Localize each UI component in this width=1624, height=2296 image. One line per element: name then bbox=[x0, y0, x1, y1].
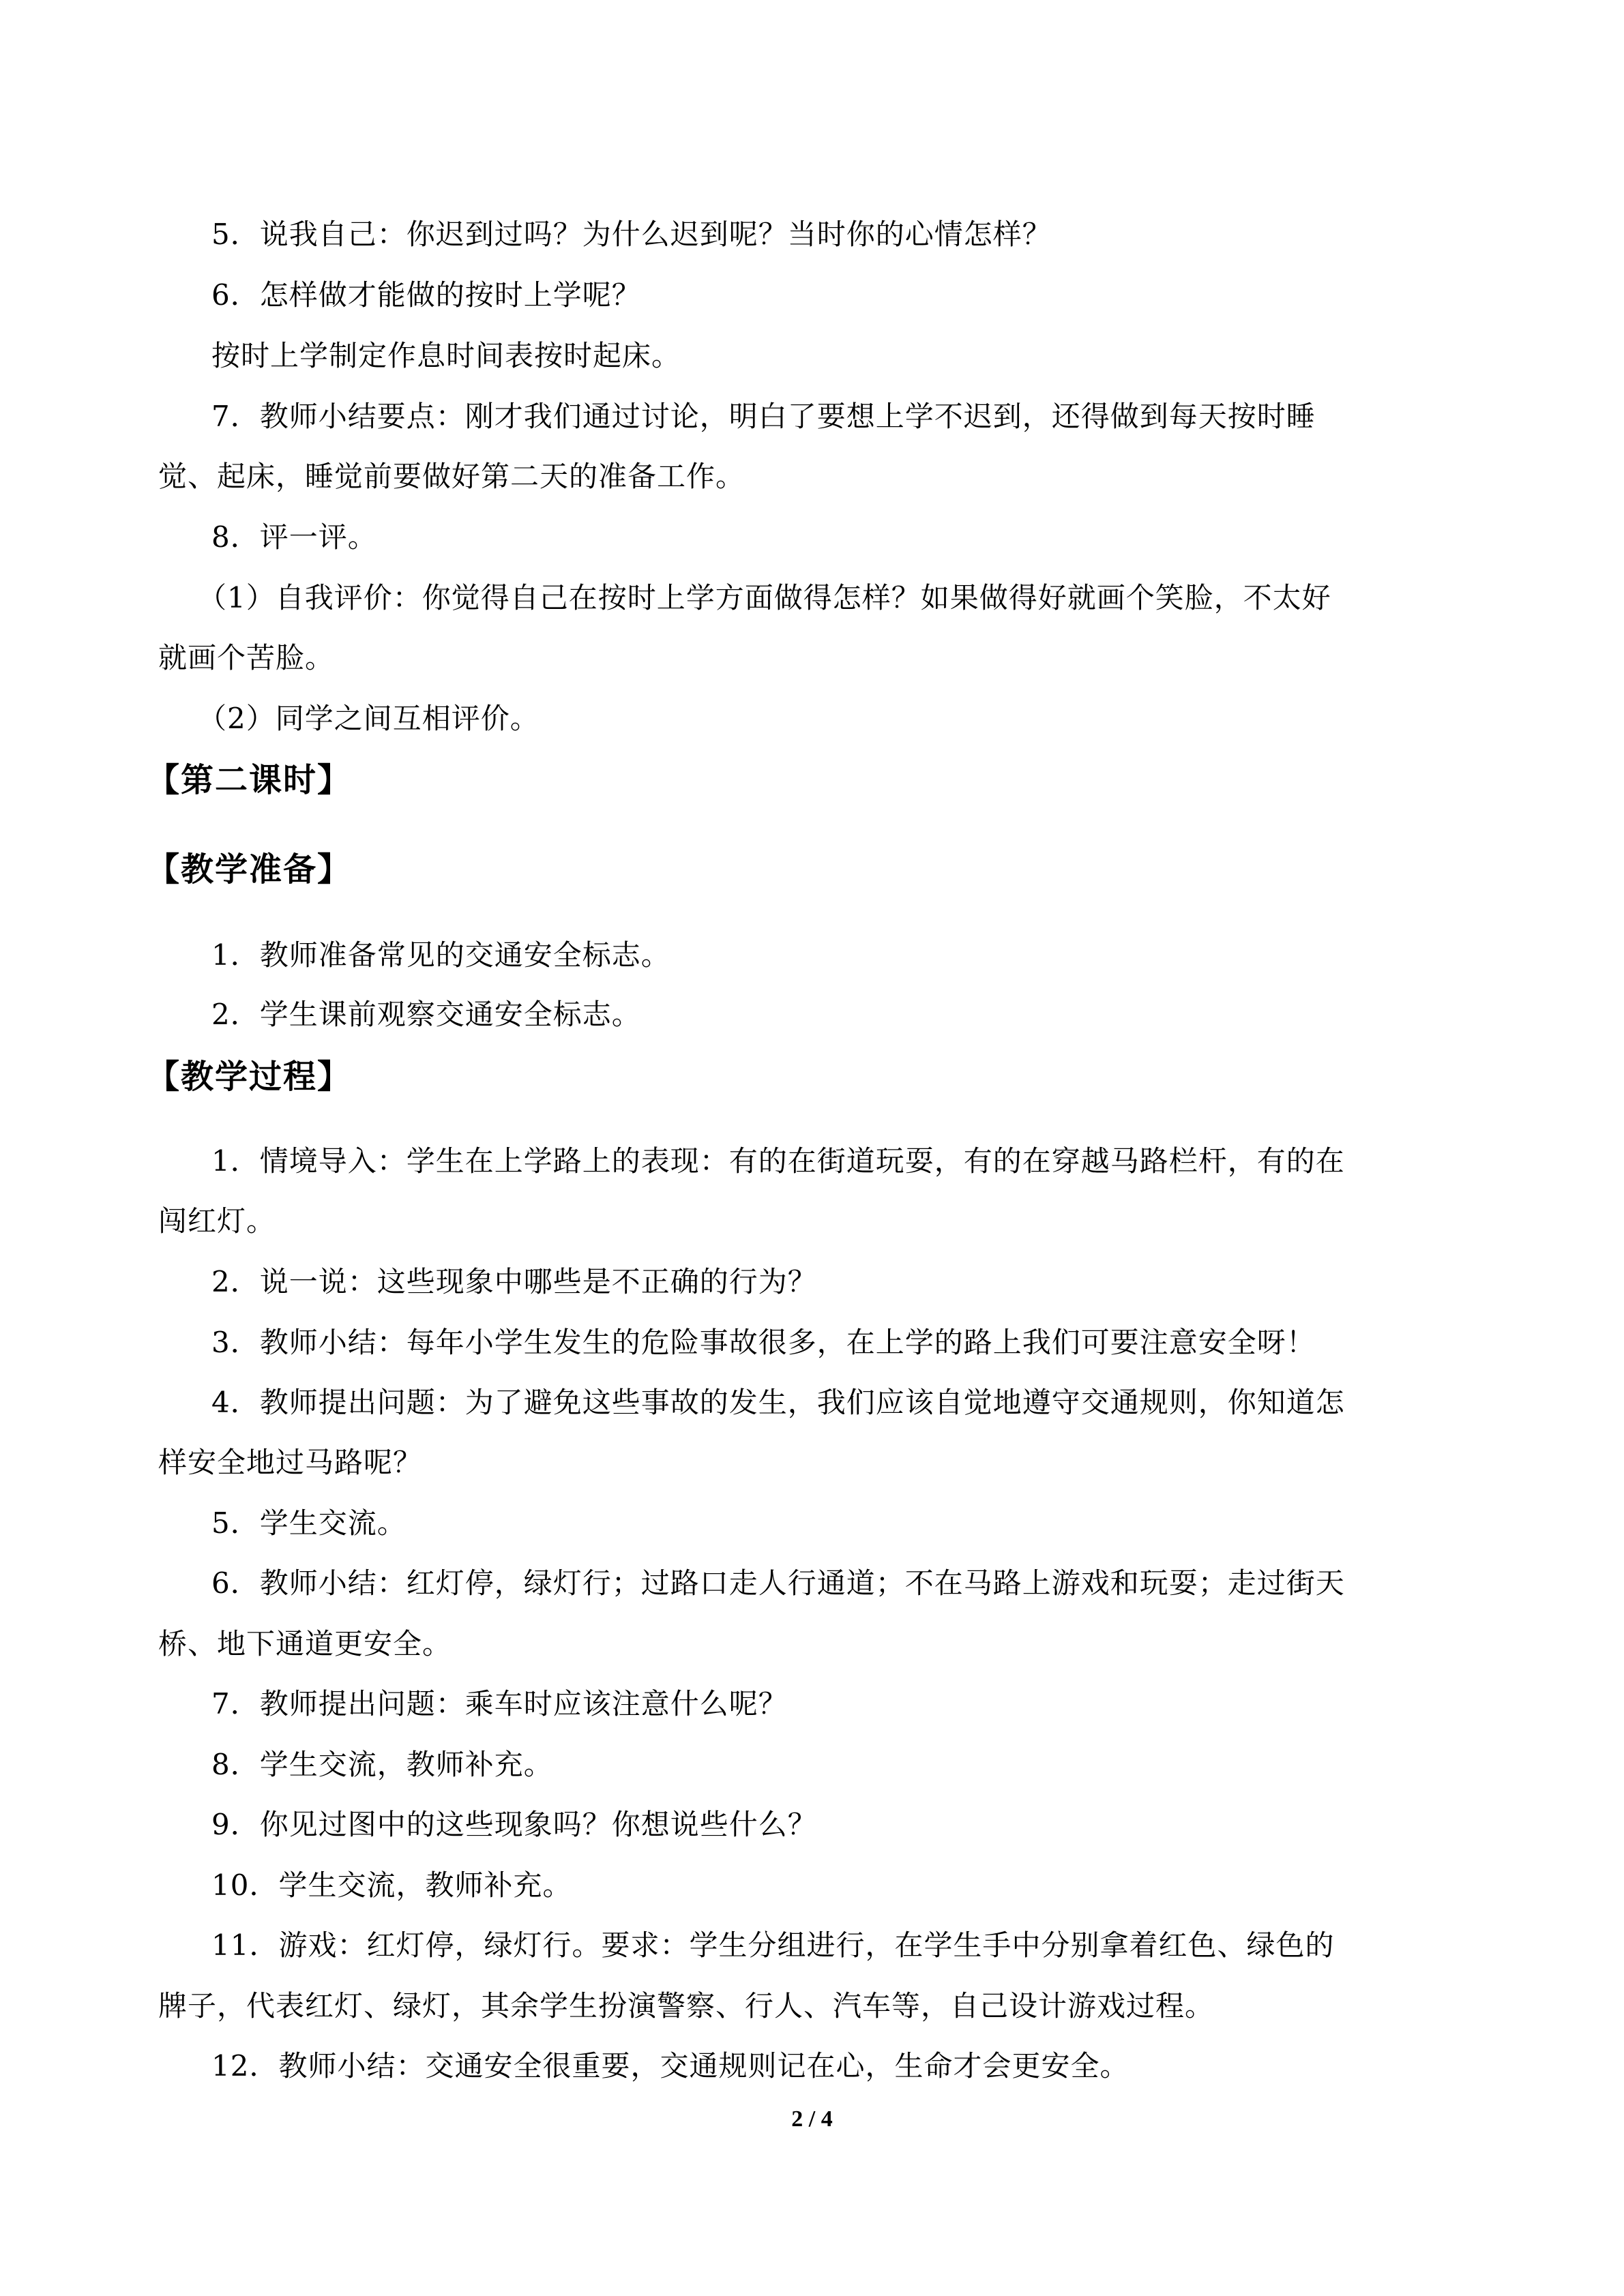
process-item-4-line-2: 样安全地过马路呢？ bbox=[158, 1446, 423, 1479]
process-item-1-line-1: 1．情境导入：学生在上学路上的表现：有的在街道玩耍，有的在穿越马路栏杆，有的在 bbox=[211, 1144, 1345, 1178]
process-item-6-line-2: 桥、地下通道更安全。 bbox=[158, 1627, 452, 1660]
paragraph-8-1-line-2: 就画个苦脸。 bbox=[158, 641, 335, 674]
heading-teaching-process: 【教学过程】 bbox=[147, 1058, 352, 1096]
paragraph-8-1-line-1: （1）自我评价：你觉得自己在按时上学方面做得怎样？如果做得好就画个笑脸，不太好 bbox=[198, 581, 1331, 614]
process-item-11-line-1: 11．游戏：红灯停，绿灯行。要求：学生分组进行，在学生手中分别拿着红色、绿色的 bbox=[211, 1928, 1335, 1962]
process-item-11-line-2: 牌子，代表红灯、绿灯，其余学生扮演警察、行人、汽车等，自己设计游戏过程。 bbox=[158, 1989, 1215, 2023]
process-item-8: 8．学生交流，教师补充。 bbox=[211, 1748, 553, 1781]
heading-teaching-preparation: 【教学准备】 bbox=[147, 850, 352, 889]
process-item-9: 9．你见过图中的这些现象吗？你想说些什么？ bbox=[211, 1808, 817, 1841]
process-item-10: 10．学生交流，教师补充。 bbox=[211, 1868, 572, 1902]
process-item-5: 5．学生交流。 bbox=[211, 1506, 407, 1540]
process-item-7: 7．教师提出问题：乘车时应该注意什么呢？ bbox=[211, 1687, 788, 1720]
paragraph-8: 8．评一评。 bbox=[211, 520, 377, 554]
process-item-2: 2．说一说：这些现象中哪些是不正确的行为？ bbox=[211, 1265, 817, 1298]
paragraph-8-2: （2）同学之间互相评价。 bbox=[198, 702, 540, 735]
paragraph-7-line-2: 觉、起床，睡觉前要做好第二天的准备工作。 bbox=[158, 460, 745, 493]
preparation-item-1: 1．教师准备常见的交通安全标志。 bbox=[211, 938, 670, 972]
process-item-3: 3．教师小结：每年小学生发生的危险事故很多，在上学的路上我们可要注意安全呀！ bbox=[211, 1326, 1316, 1359]
paragraph-6: 6．怎样做才能做的按时上学呢？ bbox=[211, 278, 641, 312]
page-number: 2 / 4 bbox=[791, 2106, 833, 2132]
preparation-item-2: 2．学生课前观察交通安全标志。 bbox=[211, 998, 641, 1031]
process-item-12: 12．教师小结：交通安全很重要，交通规则记在心，生命才会更安全。 bbox=[211, 2049, 1130, 2083]
process-item-6-line-1: 6．教师小结：红灯停，绿灯行；过路口走人行通道；不在马路上游戏和玩耍；走过街天 bbox=[211, 1566, 1345, 1600]
paragraph-5: 5．说我自己：你迟到过吗？为什么迟到呢？当时你的心情怎样？ bbox=[211, 218, 1052, 251]
process-item-1-line-2: 闯红灯。 bbox=[158, 1204, 276, 1238]
paragraph-6-answer: 按时上学制定作息时间表按时起床。 bbox=[211, 339, 681, 372]
paragraph-7-line-1: 7．教师小结要点：刚才我们通过讨论，明白了要想上学不迟到，还得做到每天按时睡 bbox=[211, 400, 1316, 433]
heading-second-lesson: 【第二课时】 bbox=[147, 761, 352, 799]
process-item-4-line-1: 4．教师提出问题：为了避免这些事故的发生，我们应该自觉地遵守交通规则，你知道怎 bbox=[211, 1386, 1345, 1419]
